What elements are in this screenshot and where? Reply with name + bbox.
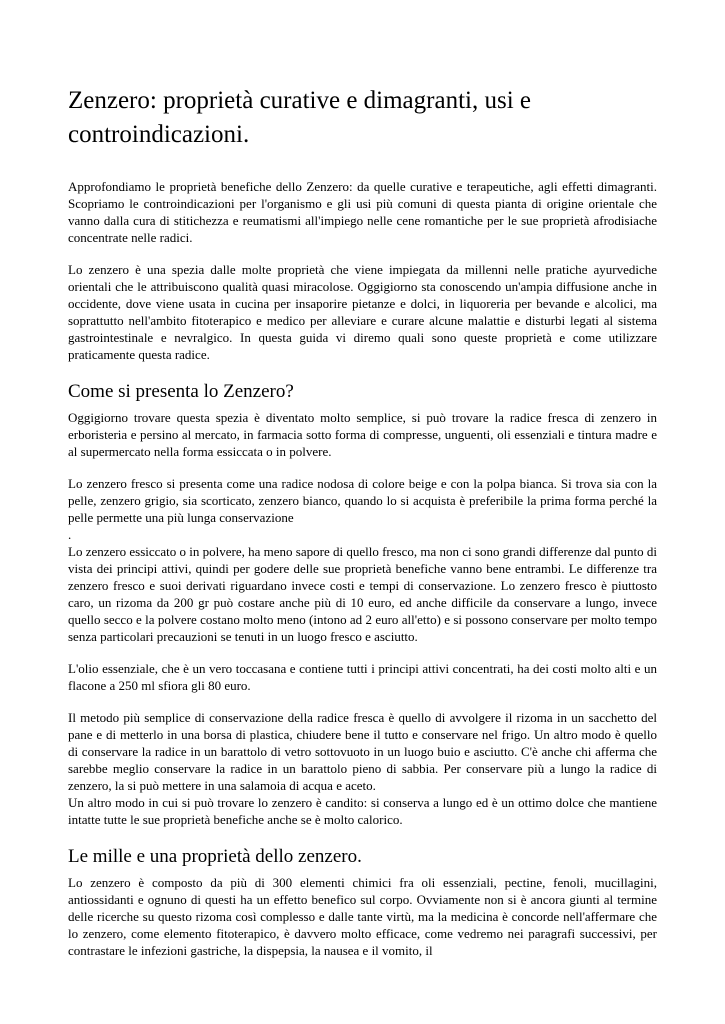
paragraph: Oggigiorno trovare questa spezia è diventato molto semplice, si può trovare la radice fresca di zenzero in erboristeria e persino al mercato, in farmacia sotto forma di compresse, unguenti, oli essenziali e tintura madre e al supermercato nella forma essiccata o in polvere. [68, 409, 657, 459]
paragraph: Lo zenzero essiccato o in polvere, ha meno sapore di quello fresco, ma non ci sono grandi differenze dal punto di vista dei principi attivi, quindi per godere delle sue proprietà benefiche vanno bene entrambi. Le differenze tra zenzero fresco e suoi derivati riguardano invece costi e tempi di conservazione. Lo zenzero fresco è piuttosto caro, un rizoma da 200 gr può costare anche più di 10 euro, ed anche difficile da conservare a lungo, invece quello secco e la polvere costano molto meno (intono ad 2 euro all'etto) e si possono conservare per molto tempo senza particolari precauzioni se tenuti in un luogo fresco e asciutto. [68, 543, 657, 644]
intro-paragraph: Approfondiamo le proprietà benefiche dello Zenzero: da quelle curative e terapeutiche, agli effetti dimagranti. Scopriamo le controindicazioni per l'organismo e gli usi più comuni di questa pianta di origine orientale che vanno dalla cura di stitichezza e reumatismi all'impiego nelle cene romantiche per le sue proprietà afrodisiache concentrate nelle radici. [68, 179, 657, 245]
document-title: Zenzero: proprietà curative e dimagranti, usi e controindicazioni. [68, 87, 531, 148]
paragraph: Un altro modo in cui si può trovare lo zenzero è candito: si conserva a lungo ed è un ottimo dolce che mantiene intatte tutte le sue proprietà benefiche anche se è molto calorico. [68, 794, 657, 827]
paragraph: L'olio essenziale, che è un vero toccasana e contiene tutti i principi attivi concentrati, ha dei costi molto alti e un flacone a 250 ml sfiora gli 80 euro. [68, 660, 657, 693]
paragraph: Lo zenzero fresco si presenta come una radice nodosa di colore beige e con la polpa bianca. Si trova sia con la pelle, zenzero grigio, sia scorticato, zenzero bianco, quando lo si acquista è preferibile la prima forma perché la pelle permette una più lunga conservazione [68, 475, 657, 525]
orphan-period-line: . [68, 526, 72, 542]
intro-paragraph: Lo zenzero è una spezia dalle molte proprietà che viene impiegata da millenni nelle pratiche ayurvediche orientali che le attribuiscono qualità quasi miracolose. Oggigiorno sta conoscendo un'ampia diffusione anche in occidente, dove viene usata in cucina per insaporire pietanze e dolci, in liquoreria per bevande e alcolici, ma soprattutto nell'ambito fitoterapico e medico per alleviare e curare alcune malattie e disturbi legati al sistema gastrointestinale e nevralgico. In questa guida vi diremo quali sono queste proprietà e come utilizzare praticamente questa radice. [68, 262, 657, 362]
section-heading-mille-proprieta: Le mille e una proprietà dello zenzero. [68, 845, 362, 867]
paragraph: Lo zenzero è composto da più di 300 elementi chimici fra oli essenziali, pectine, fenoli, mucillagini, antiossidanti e ognuno di questi ha un effetto benefico sul corpo. Ovviamente non si è ancora giunti al termine delle ricerche su questo rizoma così complesso e dalle tante virtù, ma la medicina è concorde nell'affermare che lo zenzero, come elemento fitoterapico, è davvero molto efficace, come vedremo nei paragrafi successivi, per contrastare le infezioni gastriche, la dispepsia, la nausea e il vomito, il [68, 874, 657, 958]
section-heading-come-si-presenta: Come si presenta lo Zenzero? [68, 381, 294, 402]
paragraph: Il metodo più semplice di conservazione della radice fresca è quello di avvolgere il rizoma in un sacchetto del pane e di metterlo in una borsa di plastica, chiudere bene il tutto e conservare nel frigo. Un altro modo è quello di conservare la radice in un barattolo di vetro sottovuoto in un luogo buio e asciutto. C'è anche chi afferma che sarebbe meglio conservare la radice in un barattolo pieno di sabbia. Per conservare più a lungo la radice di zenzero, la si può mettere in una salamoia di acqua e aceto. [68, 709, 657, 793]
